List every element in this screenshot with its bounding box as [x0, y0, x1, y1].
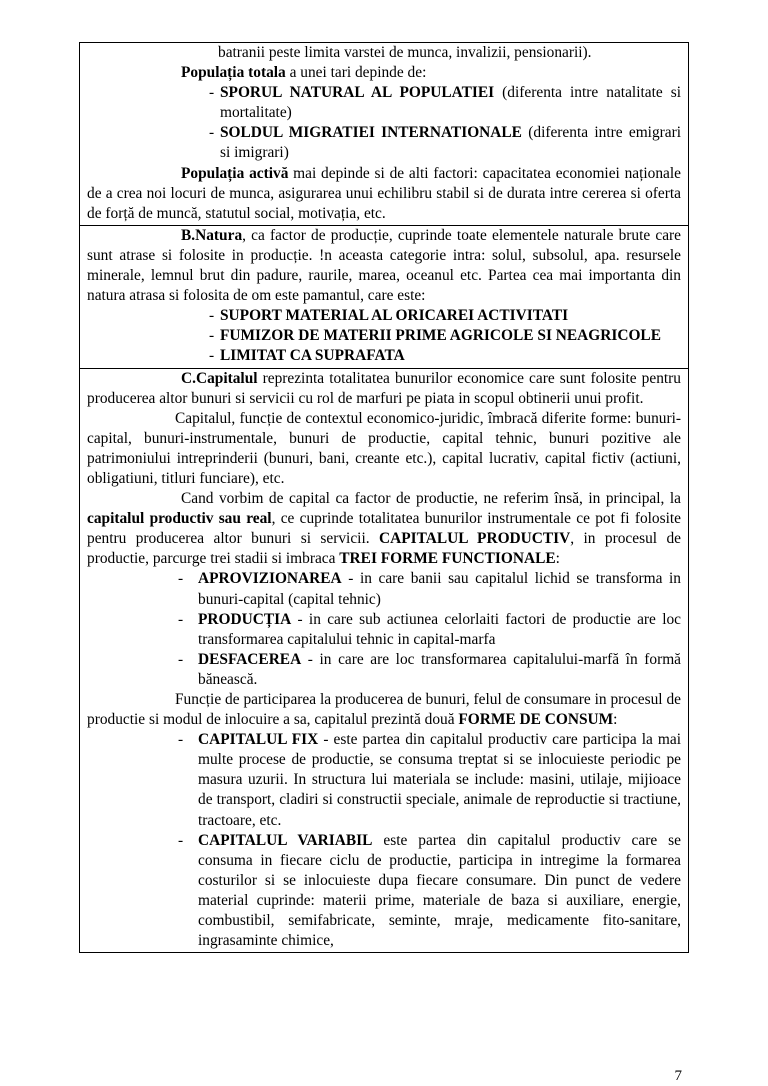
- list-item: - SPORUL NATURAL AL POPULATIEI (diferenta intre natalitate si mortalitate): [87, 83, 681, 123]
- table-row: [80, 368, 689, 953]
- bold-term: LIMITAT CA SUPRAFATA: [220, 347, 405, 365]
- bold-term: TREI FORME FUNCTIONALE: [339, 550, 556, 568]
- list-item: [87, 306, 681, 326]
- paragraph: Populația totala a unei tari depinde de:: [181, 64, 427, 82]
- dash-bullet: -: [209, 124, 215, 142]
- dash-bullet: -: [178, 610, 184, 628]
- paragraph: Cand vorbim de capital ca factor de productie, ne referim însă, in principal, la capitalul productiv sau real, ce cuprinde totalitatea bunurilor instrumentale ce pot fi folosite pentru producerea altor bunuri si servicii. CAPITALUL PRODUCTIV, in procesul de productie, parcurge trei stadii si imbraca TREI FORME FUNCTIONALE:: [87, 490, 682, 568]
- bold-term: Populația activă: [181, 164, 289, 182]
- paragraph: B.Natura, ca factor de producție, cuprinde toate elementele naturale brute care sunt atrase si folosite in producție. !n aceasta categorie intra: solul, subsolul, apa. resursele minerale, lemnul brut din padure, raurile, marea, oceanul etc. Partea cea mai importanta din natura atrasa si folosita de om este pamantul, care este:: [87, 226, 681, 305]
- paragraph: C.Capitalul reprezinta totalitatea bunurilor economice care sunt folosite pentru producerea altor bunuri si servicii cu rol de marfuri pe piata in scopul obtinerii unui profit.: [87, 369, 681, 407]
- list-item: - CAPITALUL FIX - este partea din capitalul productiv care participa la mai multe procese de productie, se consuma treptat si se inlocuieste periodic pe masura uzurii. In structura lui materiala se include: masini, utilaje, mijioace de transport, cladiri si constructii speciale, animale de reproductie si tractiune, tractoare, etc.: [87, 730, 681, 830]
- dash-bullet: -: [209, 307, 215, 325]
- page-number: 7: [674, 1068, 682, 1084]
- list-item: [87, 346, 681, 366]
- list-item: - APROVIZIONAREA - in care banii sau capitalul lichid se transforma in bunuri-capital (capital tehnic): [87, 569, 681, 609]
- bold-term: SUPORT MATERIAL AL ORICAREI ACTIVITATI: [220, 307, 569, 325]
- bold-term: APROVIZIONAREA: [198, 570, 342, 588]
- list-item: - SOLDUL MIGRATIEI INTERNATIONALE (diferenta intre emigrari si imigrari): [87, 123, 681, 163]
- table-cell-nature: [80, 225, 689, 368]
- bold-term: SOLDUL MIGRATIEI INTERNATIONALE: [220, 124, 522, 142]
- table-row: [80, 225, 689, 368]
- bold-term: CAPITALUL VARIABIL: [198, 831, 373, 849]
- bold-term: DESFACEREA: [198, 650, 302, 668]
- paragraph: Capitalul, funcție de contextul economico-juridic, îmbracă diferite forme: bunuri-capital, bunuri-instrumentale, bunuri de productie, capital tehnic, bunuri pozitive ale patrimoniului intreprinderii (bunuri, bani, creante etc.), capital lucrativ, capital fictiv (actiuni, obligatiuni, titluri funciare), etc.: [87, 409, 681, 487]
- content-table: [79, 42, 689, 953]
- paragraph: Funcție de participarea la producerea de bunuri, felul de consumare in procesul de productie si modul de inlocuire a sa, capitalul prezintă două FORME DE CONSUM:: [87, 691, 681, 729]
- table-cell-population: [80, 43, 689, 226]
- bold-term: Populația totala: [181, 64, 286, 82]
- bold-term: FORME DE CONSUM: [458, 711, 614, 729]
- bold-term: capitalul productiv sau real: [87, 510, 272, 528]
- table-cell-capital: [80, 368, 689, 953]
- bold-term: CAPITALUL FIX: [198, 731, 319, 749]
- paragraph: Populația activă mai depinde si de alti factori: capacitatea economiei naționale de a crea noi locuri de munca, asigurarea unui echilibru stabil si de durata intre cererea si oferta de forță de muncă, statutul social, motivația, etc.: [87, 164, 681, 222]
- dash-bullet: -: [209, 347, 215, 365]
- bold-term: B.Natura: [181, 226, 243, 244]
- list-item: - PRODUCȚIA - in care sub actiunea celorlaiti factori de productie are loc transformarea capitalului tehnic in capital-marfa: [87, 610, 681, 650]
- bold-term: CAPITALUL PRODUCTIV: [378, 530, 571, 548]
- table-row: [80, 43, 689, 226]
- bold-term: FUMIZOR DE MATERII PRIME AGRICOLE SI NEAGRICOLE: [220, 327, 661, 345]
- list-item: - CAPITALUL VARIABIL este partea din capitalul productiv care se consuma in fiecare ciclu de productie, participa in intregime la formarea costurilor si se inlocuieste dupa fiecare consumare. Din punct de vedere material cuprinde: materii prime, materiale de baza si auxiliare, energie, combustibil, semifabricate, seminte, mraje, medicamente fito-sanitare, ingrasaminte chimice,: [87, 831, 681, 952]
- dash-bullet: -: [209, 327, 215, 345]
- dash-bullet: -: [209, 84, 215, 102]
- list-item: [87, 326, 681, 346]
- bold-term: SPORUL NATURAL AL POPULATIEI: [220, 84, 495, 102]
- dash-bullet: -: [178, 650, 184, 668]
- list-item: - DESFACEREA - in care are loc transformarea capitalului-marfă în formă bănească.: [87, 650, 681, 690]
- dash-bullet: -: [178, 570, 184, 588]
- dash-bullet: -: [178, 831, 184, 849]
- bold-term: PRODUCȚIA: [198, 610, 292, 628]
- bold-term: C.Capitalul: [181, 369, 258, 387]
- paragraph: batranii peste limita varstei de munca, invalizii, pensionarii).: [218, 44, 592, 61]
- dash-bullet: -: [178, 731, 184, 749]
